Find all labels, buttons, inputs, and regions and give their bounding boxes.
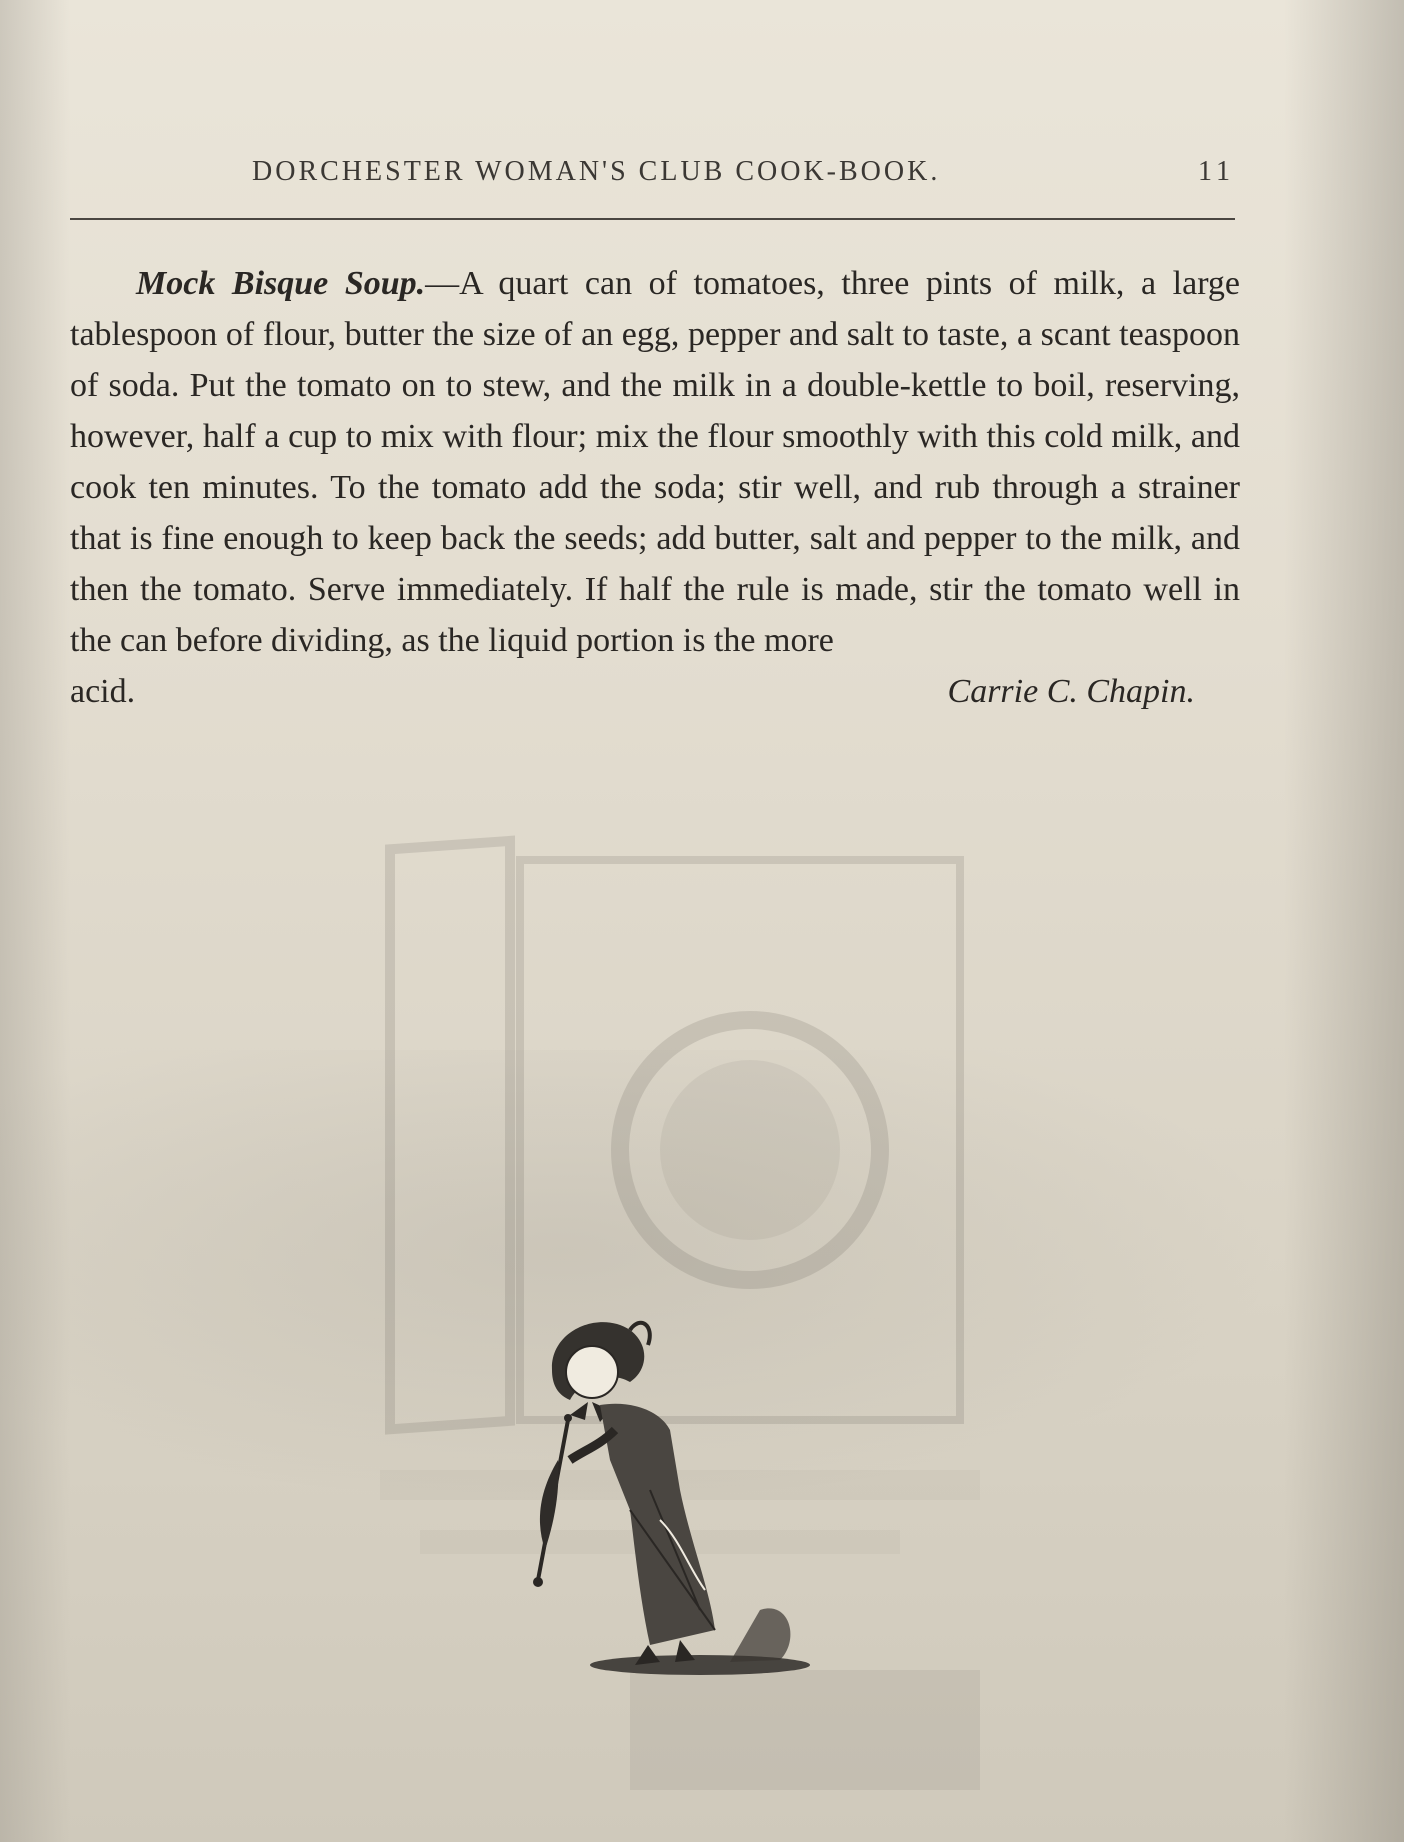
running-title: DORCHESTER WOMAN'S CLUB COOK-BOOK. xyxy=(252,156,941,187)
page-edge-shadow-right xyxy=(1284,0,1404,1842)
lady-with-parasol-illustration xyxy=(530,1310,810,1680)
header-rule xyxy=(70,218,1235,220)
recipe-paragraph xyxy=(70,258,1240,666)
running-header xyxy=(70,156,1235,196)
recipe-block xyxy=(70,258,1240,717)
recipe-title: Mock Bisque Soup. xyxy=(136,265,426,302)
page-number: 11 xyxy=(1198,156,1235,187)
signature-line xyxy=(70,666,1240,717)
recipe-author: Carrie C. Chapin. xyxy=(947,673,1195,710)
recipe-body: —A quart can of tomatoes, three pints of milk, a large tablespoon of flour, butter the size of an egg, pepper and salt to taste, a scant teaspoon of soda. Put the tomato on to stew, and the milk in a double-kettle to boil, reserving, however, half a cup to mix with flour; mix the flour smoothly with this cold milk, and cook ten minutes. To the tomato add the soda; stir well, and rub through a strainer that is fine enough to keep back the seeds; add butter, salt and pepper to the milk, and then the tomato. Serve immediately. If half the rule is made, stir the tomato well in the can before dividing, as the liquid portion is the more xyxy=(70,265,1240,659)
recipe-last-word: acid. xyxy=(70,673,136,710)
page-edge-shadow xyxy=(0,0,70,1842)
